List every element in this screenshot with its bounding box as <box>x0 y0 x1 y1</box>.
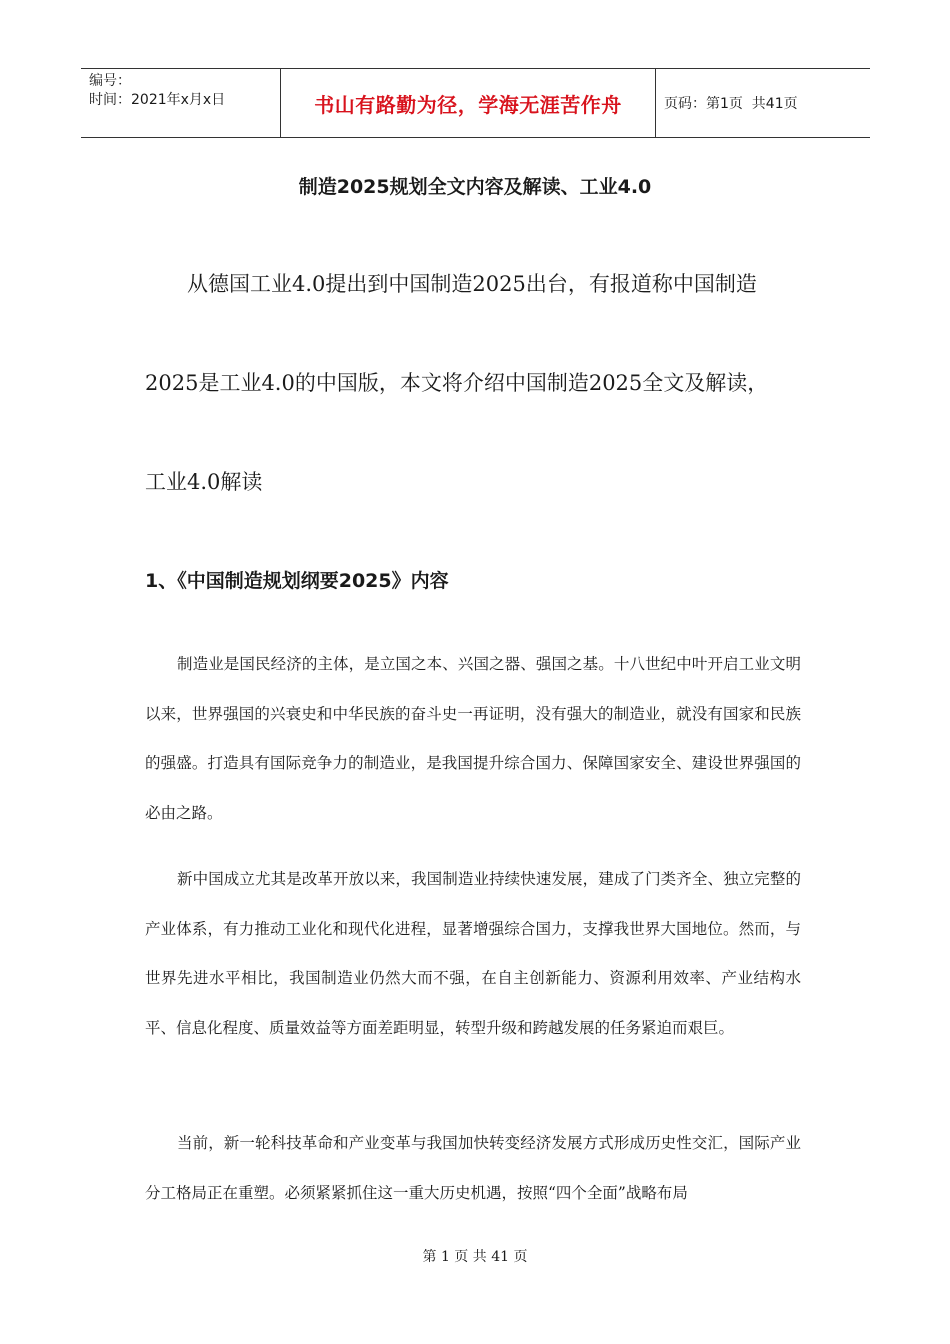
page-info-text: 页码：第1页 共41页 <box>664 96 798 112</box>
header-motto-cell <box>281 69 656 137</box>
document-time-label: 时间：2021年x月x日 <box>89 92 226 108</box>
page-footer: 第 1 页 共 41 页 <box>422 1249 528 1265</box>
body-paragraph: 制造业是国民经济的主体，是立国之本、兴国之器、强国之基。十八世纪中叶开启工业文明以来，世界强国的兴衰史和中华民族的奋斗史一再证明，没有强大的制造业，就没有国家和民族的强盛。打造具有国际竞争力的制造业，是我国提升综合国力、保障国家安全、建设世界强国的必由之路。 <box>145 655 801 822</box>
header-meta-cell <box>81 69 281 137</box>
document-header-table <box>81 68 870 138</box>
document-title: 制造2025规划全文内容及解读、工业4.0 <box>298 176 652 198</box>
intro-line: 从德国工业4.0提出到中国制造2025出台，有报道称中国制造 <box>187 272 757 296</box>
header-page-info-cell <box>656 69 870 137</box>
body-paragraph: 当前，新一轮科技革命和产业变革与我国加快转变经济发展方式形成历史性交汇，国际产业分工格局正在重塑。必须紧紧抓住这一重大历史机遇，按照“四个全面”战略布局 <box>145 1134 801 1202</box>
intro-line: 2025是工业4.0的中国版，本文将介绍中国制造2025全文及解读， <box>145 371 769 395</box>
body-paragraph: 新中国成立尤其是改革开放以来，我国制造业持续快速发展，建成了门类齐全、独立完整的产业体系，有力推动工业化和现代化进程，显著增强综合国力，支撑我世界大国地位。然而，与世界先进水平相比，我国制造业仍然大而不强，在自主创新能力、资源利用效率、产业结构水平、信息化程度、质量效益等方面差距明显，转型升级和跨越发展的任务紧迫而艰巨。 <box>145 870 801 1037</box>
intro-line: 工业4.0解读 <box>145 470 263 494</box>
section-heading: 1、《中国制造规划纲要2025》内容 <box>145 570 449 592</box>
document-number-label: 编号： <box>89 73 131 89</box>
motto-text: 书山有路勤为径，学海无涯苦作舟 <box>314 92 622 117</box>
